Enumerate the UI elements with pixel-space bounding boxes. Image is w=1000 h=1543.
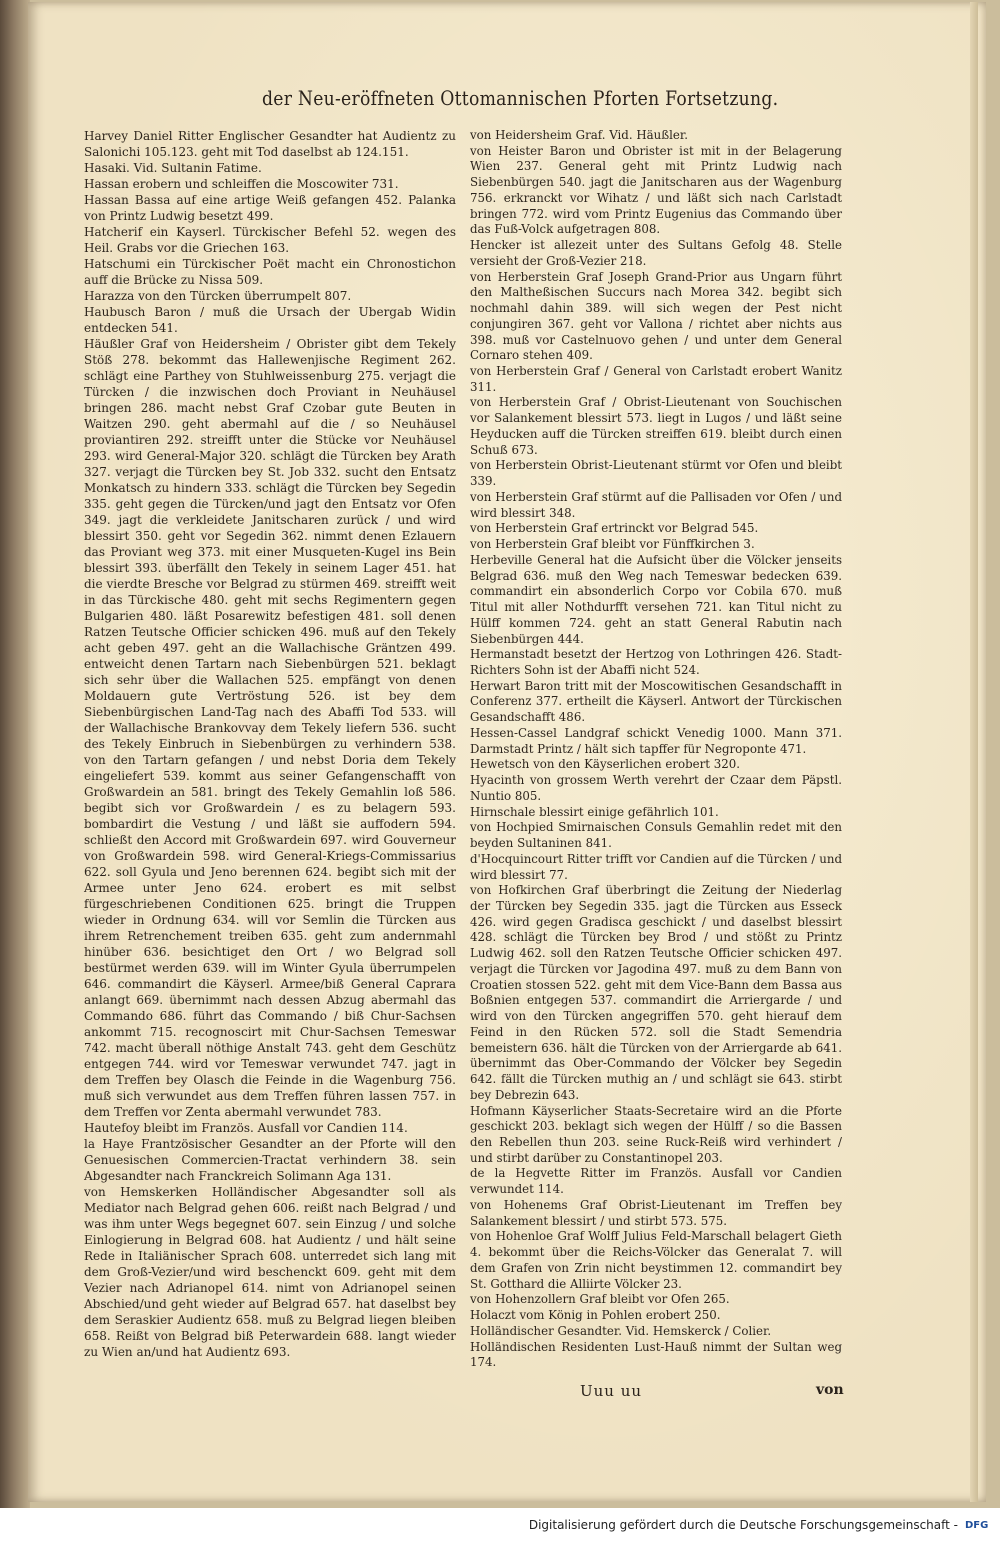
index-entry: Hessen-Cassel Landgraf schickt Venedig 1000. Mann 371. Darmstadt Printz / hält sich tapffer für Negroponte 471. <box>470 725 842 756</box>
index-entry: Harazza von den Türcken überrumpelt 807. <box>84 289 352 303</box>
footer-text: Digitalisierung gefördert durch die Deutsche Forschungsgemeinschaft - <box>528 1518 958 1532</box>
index-entry: Haubusch Baron / muß die Ursach der Ubergab Widin entdecken 541. <box>84 305 456 335</box>
index-entry: Hassan erobern und schleiffen die Moscowiter 731. <box>84 177 399 191</box>
index-entry: von Hofkirchen Graf überbringt die Zeitung der Niederlag der Türcken bey Segedin 335. jagt die Türcken aus Esseck 426. wird gegen Gradisca geschickt / und daselbst blessirt 428. schlägt die Türcken bey Brod / und stößt zu Printz Ludwig 462. soll den Ratzen Teutsche Officier schicken 497. verjagt die Türcken vor Jagodina 497. muß zu dem Bann von Croatien stossen 522. geht mit dem Vice-Bann dem Bassa aus Boßnien entgegen 537. commandirt die Arriergarde / und wird von den Türcken angegriffen 570. geht hierauf dem Feind in den Rücken 572. soll die Stadt Semendria bemeistern 636. hält die Türcken von der Arriergarde ab 641. übernimmt das Ober-Commando der Völcker bey Segedin 642. fällt die Türcken muthig an / und schlägt sie 643. stirbt bey Debrezin 643. <box>470 883 842 1102</box>
index-entry: Harvey Daniel Ritter Englischer Gesandter hat Audientz zu Salonichi 105.123. geht mit Tod daselbst ab 124.151. <box>84 129 456 159</box>
index-entry: von Hohenems Graf Obrist-Lieutenant im Treffen bey Salankement blessirt / und stirbt 573. 575. <box>470 1197 842 1228</box>
index-entry: von Herberstein Obrist-Lieutenant stürmt vor Ofen und bleibt 339. <box>470 458 842 489</box>
index-entry: von Herberstein Graf ertrinckt vor Belgrad 545. <box>470 521 759 536</box>
index-entry: Hirnschale blessirt einige gefährlich 101. <box>470 804 719 819</box>
index-entry: Holaczt vom König in Pohlen erobert 250. <box>470 1308 721 1323</box>
index-entry: d'Hocquincourt Ritter trifft vor Candien auf die Türcken / und wird blessirt 77. <box>470 851 842 882</box>
index-entry: Hyacinth von grossem Werth verehrt der Czaar dem Päpstl. Nuntio 805. <box>470 773 842 803</box>
index-entry: Holländischer Gesandter. Vid. Hemskerck / Colier. <box>470 1323 772 1338</box>
book-binding <box>0 0 30 1508</box>
index-entry: von Herberstein Graf bleibt vor Fünffkirchen 3. <box>470 537 755 552</box>
index-entry: Holländischen Residenten Lust-Hauß nimmt der Sultan weg 174. <box>470 1339 842 1370</box>
index-entry: Hatcherif ein Kayserl. Türckischer Befehl 52. wegen des Heil. Grabs vor die Griechen 163. <box>84 225 456 255</box>
index-entry: Hautefoy bleibt im Französ. Ausfall vor Candien 114. <box>84 1121 408 1135</box>
index-entry: Hasaki. Vid. Sultanin Fatime. <box>84 161 262 175</box>
index-entry: Hewetsch von den Käyserlichen erobert 320. <box>470 757 741 772</box>
index-entry: Hassan Bassa auf eine artige Weiß gefangen 452. Palanka von Printz Ludwig besetzt 499. <box>84 193 456 223</box>
index-entry: von Heidersheim Graf. Vid. Häußler. <box>470 128 688 142</box>
index-entry: von Hohenzollern Graf bleibt vor Ofen 265. <box>470 1292 730 1307</box>
catchword: von <box>816 1382 844 1398</box>
index-entry: von Herberstein Graf Joseph Grand-Prior aus Ungarn führt den Maltheßischen Succurs nach Morea 342. begibt sich nochmahl dahin 389. will sich wegen der Pest nicht conjungiren 367. geht vor Vallona / richtet aber nichts aus 398. muß vor Castelnuovo gehen / und unter dem General Cornaro stehen 409. <box>470 269 842 363</box>
footer-bar <box>0 1508 1000 1543</box>
index-entry: Hatschumi ein Türckischer Poët macht ein Chronostichon auff die Brücke zu Nissa 509. <box>84 257 456 287</box>
index-entry: Hofmann Käyserlicher Staats-Secretaire wird an die Pforte geschickt 203. beklagt sich wegen der Hülff / so die Bassen den Rebellen thun 203. seine Ruck-Reiß wird verhindert / und stirbt darüber zu Constantinopel 203. <box>470 1103 842 1165</box>
index-entry: von Hemskerken Holländischer Abgesandter soll als Mediator nach Belgrad gehen 606. reißt nach Belgrad / und was ihm unter Wegs begegnet 607. sein Einzug / und solche Einlogierung in Belgrad 608. hat Audientz / und hält seine Rede in Italiänischer Sprach 608. unterredet sich lang mit dem Groß-Vezier/und wird beschenckt 609. geht mit dem Vezier nach Adrianopel 614. nimt von Adrianopel seinen Abschied/und geht wieder auf Belgrad 657. hat daselbst bey dem Seraskier Audientz 658. muß zu Belgrad liegen bleiben 658. Reißt von Belgrad biß Peterwardein 688. langt wieder zu Wien an/und hat Audientz 693. <box>84 1185 456 1359</box>
page-edge <box>970 2 978 1502</box>
index-entry: von Herberstein Graf / General von Carlstadt erobert Wanitz 311. <box>470 364 842 394</box>
dfg-logo-icon <box>964 1517 992 1531</box>
index-entry: la Haye Frantzösischer Gesandter an der Pforte will den Genuesischen Commercien-Tractat verhindern 38. sein Abgesandter nach Franckreich Solimann Aga 131. <box>84 1137 456 1183</box>
index-entry: von Herberstein Graf / Obrist-Lieutenant von Souchischen vor Salankement blessirt 573. liegt in Lugos / und läßt seine Heyducken auff die Türcken streiffen 619. bleibt durch einen Schuß 673. <box>470 395 842 457</box>
index-entry: Herwart Baron tritt mit der Moscowitischen Gesandschafft in Conferenz 377. ertheilt die Käyserl. Antwort der Türckischen Gesandschafft 486. <box>470 678 842 725</box>
index-entry: Hencker ist allezeit unter des Sultans Gefolg 48. Stelle versieht der Groß-Vezier 218. <box>470 238 842 268</box>
signature-mark: Uuu uu <box>580 1382 643 1400</box>
index-entry: von Herberstein Graf stürmt auf die Pallisaden vor Ofen / und wird blessirt 348. <box>470 489 842 520</box>
right-column <box>470 128 842 1371</box>
index-entry: Herbeville General hat die Aufsicht über die Völcker jenseits Belgrad 636. muß den Weg nach Temeswar bedecken 639. commandirt ein absonderlich Corpo vor Cobila 670. muß Titul mit aller Nothdurfft versehen 721. kan Titul nicht zu Hülff kommen 724. geht an statt General Rabutin nach Siebenbürgen 444. <box>470 552 842 646</box>
index-entry: de la Hegvette Ritter im Französ. Ausfall vor Candien verwundet 114. <box>470 1166 842 1197</box>
index-entry: von Hochpied Smirnaischen Consuls Gemahlin redet mit den beyden Sultaninen 841. <box>470 820 842 851</box>
index-entry: Hermanstadt besetzt der Hertzog von Lothringen 426. Stadt-Richters Sohn ist der Abaffi nicht 524. <box>470 647 842 677</box>
running-head: der Neu-eröffneten Ottomannischen Pforten Fortsetzung. <box>262 86 779 110</box>
index-entry: von Heister Baron und Obrister ist mit in der Belagerung Wien 237. General geht mit Printz Ludwig nach Siebenbürgen 540. jagt die Janitscharen aus der Wagenburg 756. erkranckt vor Wihatz / und läßt sich nach Carlstadt bringen 772. wird vom Printz Eugenius das Commando über das Fuß-Volck aufgetragen 808. <box>470 143 842 237</box>
index-entry: Häußler Graf von Heidersheim / Obrister gibt dem Tekely Stöß 278. bekommt das Hallewenjische Regiment 262. schlägt eine Parthey von Stuhlweissenburg 275. verjagt die Türcken / die inzwischen doch Proviant in Neuhäusel bringen 286. macht nebst Graf Czobar gute Beuten in Waitzen 290. geht abermahl auf die / so Neuhäusel proviantiren 292. streifft unter die Stücke vor Neuhäusel 293. wird General-Major 320. schlägt die Türcken bey Arath 327. verjagt die Türcken bey St. Job 332. sucht den Entsatz Monkatsch zu hindern 333. schlägt die Türcken bey Segedin 335. geht gegen die Türcken/und jagt den Entsatz vor Ofen 349. jagt die verkleidete Janitscharen zurück / und wird blessirt 350. geht vor Segedin 362. nimmt denen Ezlauern das Proviant weg 373. mit einer Musqueten-Kugel ins Bein blessirt 393. überfällt den Tekely in seinem Lager 451. hat die vierdte Bresche vor Belgrad zu stürmen 469. streifft weit in das Türckische 480. geht mit sechs Regimentern gegen Bulgarien 480. läßt Posarewitz befestigen 481. soll denen Ratzen Teutsche Officier schicken 496. muß auf den Tekely acht geben 497. geht an die Wallachische Gräntzen 499. entweicht denen Tartarn nach Siebenbürgen 521. beklagt sich sehr über die Wallachen 525. empfängt von denen Moldauern gute Vertröstung 526. ist bey dem Siebenbürgischen Land-Tag nach des Abaffi Tod 533. will der Wallachische Brankovvay dem Tekely liefern 536. sucht des Tekely Einbruch in Siebenbürgen zu verhindern 538. von den Tartarn gefangen / und nebst Doria dem Tekely eingeliefert 539. kommt aus seiner Gefangenschafft von Großwardein an 581. bringt des Tekely Gemahlin loß 586. begibt sich vor Großwardein / es zu belagern 593. bombardirt die Vestung / und läßt sie auffodern 594. schließt den Accord mit Großwardein 697. wird Gouverneur von Großwardein 598. wird General-Kriegs-Commissarius 622. soll Gyula und Jeno berennen 624. begibt sich mit der Armee unter Jeno 624. erobert es mit selbst fürgeschriebenen Conditionen 625. bringt die Truppen wieder in Ordnung 634. will vor Semlin die Türcken aus ihrem Retrenchement treiben 635. geht zum andernmahl hinüber 636. besichtiget den Ort / wo Belgrad soll bestürmet werden 639. will im Winter Gyula überrumpelen 646. commandirt die Käyserl. Armee/biß General Caprara anlangt 669. übernimmt nach dessen Abzug abermahl das Commando 686. führt das Commando / biß Chur-Sachsen ankommt 715. recognoscirt mit Chur-Sachsen Temeswar 742. macht überall nöthige Anstalt 743. geht dem Geschütz entgegen 744. wird vor Temeswar verwundet 747. jagt in dem Treffen bey Olasch die Feinde in die Wagenburg 756. muß sich verwundet aus dem Treffen führen lassen 757. in dem Treffen vor Zenta abermahl verwundet 783. <box>84 337 456 1119</box>
left-column <box>84 128 456 1360</box>
index-entry: von Hohenloe Graf Wolff Julius Feld-Marschall belagert Gieth 4. bekommt über die Reichs-Völcker das Generalat 7. will dem Grafen von Zrin nicht beystimmen 12. commandirt bey St. Gotthard die Alliirte Völcker 23. <box>470 1229 842 1291</box>
dfg-logo-label: DFG <box>965 1520 989 1531</box>
